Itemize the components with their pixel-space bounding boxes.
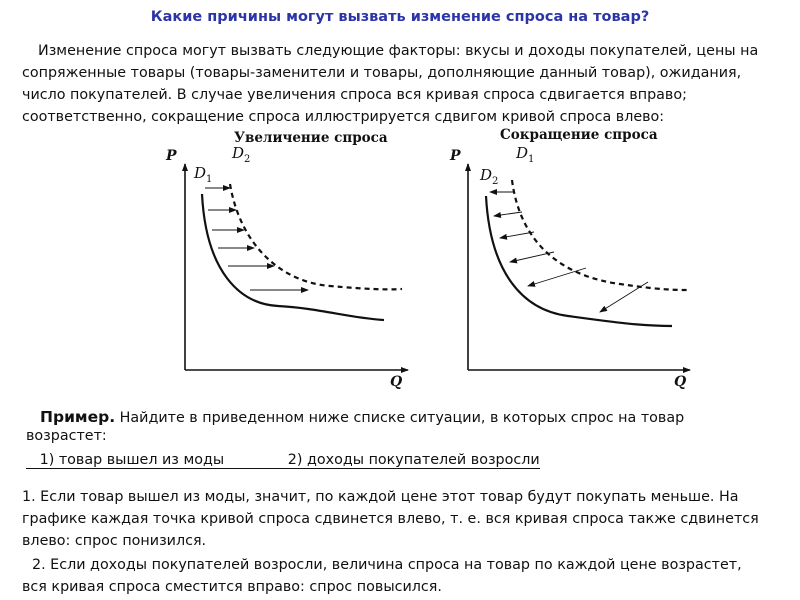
right-arrow-3 (500, 232, 534, 238)
right-label-d2: $D_2$ (480, 166, 499, 187)
left-label-d2: $D_2$ (232, 144, 251, 165)
demand-shift-diagram (150, 122, 700, 392)
intro-paragraph: Изменение спроса могут вызвать следующие факторы: вкусы и доходы покупателей, цены на сопряженные товары (товары-заменители и товары, дополняющие данный товар), ожидания, число покупателей. В случае увеличения спроса вся кривая спроса сдвигается вправо; соответственно, сокращение спроса иллюстрируется сдвигом кривой спроса влево: (22, 43, 759, 125)
example-question: Найдите в приведенном ниже списке ситуации, в которых спрос на товар (115, 410, 685, 426)
answer-paragraph-2: 2. Если доходы покупателей возросли, величина спроса на товар по каждой цене возрастет, вся кривая спроса сместится вправо: спрос повысился. (22, 557, 742, 595)
left-x-axis-label: Q (390, 374, 403, 390)
right-chart (449, 127, 690, 390)
option-2: 2) доходы покупателей возросли (287, 452, 540, 468)
left-curve-d2 (230, 184, 402, 289)
answer-block (22, 486, 762, 598)
left-label-d1: $D_1$ (194, 164, 213, 185)
example-block (26, 408, 756, 445)
example-options (26, 452, 540, 469)
right-arrow-4 (510, 252, 554, 262)
example-heading: Пример. (40, 408, 116, 426)
right-x-axis-label: Q (674, 374, 687, 390)
right-chart-heading: Сокращение спроса (500, 127, 658, 143)
right-arrow-2 (494, 212, 522, 216)
left-chart-heading: Увеличение спроса (234, 130, 388, 146)
right-arrow-6 (600, 282, 648, 312)
left-curve-d1 (202, 194, 384, 320)
right-y-axis-label: P (450, 148, 461, 164)
left-y-axis-label: P (166, 148, 177, 164)
option-1: 1) товар вышел из моды (39, 452, 225, 468)
right-arrow-5 (528, 268, 586, 286)
example-question-cont: возрастет: (26, 428, 107, 444)
right-curve-d1 (512, 180, 690, 290)
right-label-d1: $D_1$ (516, 144, 535, 165)
right-shift-arrows (490, 192, 648, 312)
page-title: Какие причины могут вызвать изменение спроса на товар? (150, 9, 650, 25)
answer-paragraph-1: 1. Если товар вышел из моды, значит, по каждой цене этот товар будут покупать меньше. На графике каждая точка кривой спроса сдвинется влево, т. е. вся кривая спроса также сдвинется влево: спрос понизился. (22, 489, 759, 549)
left-shift-arrows (205, 188, 308, 290)
left-chart (165, 130, 408, 390)
demand-shift-svg (150, 122, 700, 392)
